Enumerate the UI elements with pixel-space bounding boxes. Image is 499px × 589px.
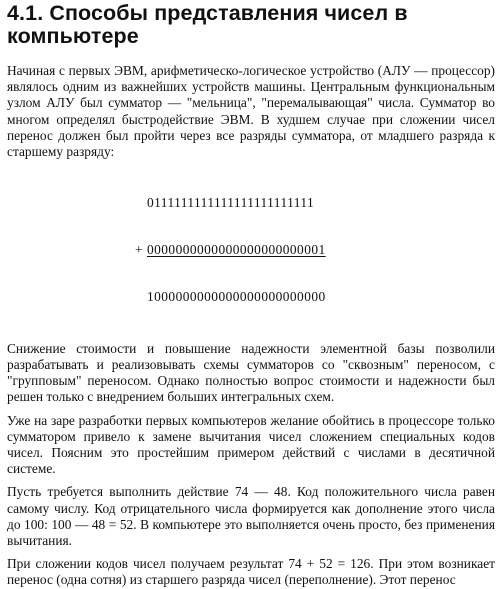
binary-addition-example [7, 164, 495, 336]
binary-operand-b: 0000000000000000000000001 [147, 242, 326, 258]
section-title: 4.1. Способы представления чисел в компьютере [7, 1, 408, 48]
binary-operand-b-line [135, 242, 495, 258]
paragraph-addition-result: При сложении кодов чисел получаем результат 74 + 52 = 126. При этом возникает перенос (одна сотня) из старшего разряда чисел (переполнение). Этот перенос [7, 556, 495, 588]
plus-operator: + [135, 242, 144, 258]
paragraph-subtraction-codes: Уже на заре разработки первых компьютеров желание обойтись в процессоре только сумматором привело к замене вычитания чисел сложением специальных кодов чисел. Поясним это простейшим примером действий с числами в десятичной системе. [7, 412, 495, 477]
paragraph-adder-intro: Начиная с первых ЭВМ, арифметическо-логическое устройство (АЛУ — процессор) являлось одним из важнейших устройств машины. Центральным функциональным узлом АЛУ был сумматор — "мельница", "перемалывающая" числа. Сумматор во многом определял быстродействие ЭВМ. В худшем случае при сложении чисел перенос должен был пройти через все разряды сумматора, от младшего разряда к старшему разряду: [7, 63, 495, 160]
binary-operand-a: 0111111111111111111111111 [147, 195, 315, 211]
paragraph-cost-reliability: Снижение стоимости и повышение надежности элементной базы позволили разрабатывать и реализовывать схемы сумматоров со "сквозным" переносом, с "групповым" переносом. Однако полностью вопрос стоимости и надежности был решен только с внедрением больших интегральных схем. [7, 340, 495, 405]
paragraph-example-74-48: Пусть требуется выполнить действие 74 — 48. Код положительного числа равен самому числу. Код отрицательного числа формируется как дополнение этого числа до 100: 100 — 48 = 52. В компьютере это выполняется очень просто, без применения вычитания. [7, 484, 495, 548]
binary-result: 1000000000000000000000000 [147, 288, 326, 304]
